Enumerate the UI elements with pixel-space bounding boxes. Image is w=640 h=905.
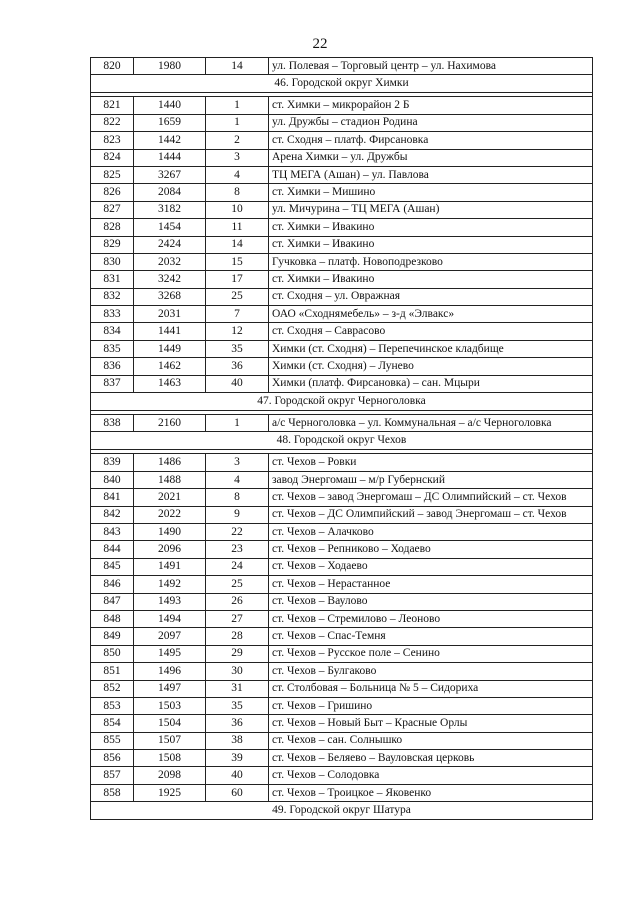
section-title: 46. Городской округ Химки (91, 75, 593, 93)
route-number: 3 (206, 454, 269, 471)
table-row (91, 489, 593, 506)
route-code: 1441 (134, 323, 206, 340)
route-code: 1463 (134, 375, 206, 392)
section-header (91, 75, 593, 93)
route-name: ст. Чехов – ДС Олимпийский – завод Энергомаш – ст. Чехов (269, 506, 593, 523)
route-name: ул. Мичурина – ТЦ МЕГА (Ашан) (269, 201, 593, 218)
route-name: ул. Дружбы – стадион Родина (269, 114, 593, 131)
route-number: 14 (206, 236, 269, 253)
route-code: 1454 (134, 219, 206, 236)
route-number: 10 (206, 201, 269, 218)
table-row (91, 697, 593, 714)
section-header (91, 393, 593, 411)
route-number: 4 (206, 166, 269, 183)
table-row (91, 58, 593, 75)
route-name: ст. Чехов – Булгаково (269, 663, 593, 680)
row-number: 828 (91, 219, 134, 236)
row-number: 826 (91, 184, 134, 201)
table-row (91, 358, 593, 375)
route-code: 1449 (134, 340, 206, 357)
route-name: ст. Химки – Мишино (269, 184, 593, 201)
route-number: 4 (206, 471, 269, 488)
route-name: ТЦ МЕГА (Ашан) – ул. Павлова (269, 166, 593, 183)
row-number: 823 (91, 132, 134, 149)
route-number: 36 (206, 358, 269, 375)
route-code: 1497 (134, 680, 206, 697)
route-number: 1 (206, 415, 269, 432)
table-row (91, 375, 593, 392)
route-number: 40 (206, 375, 269, 392)
route-code: 2022 (134, 506, 206, 523)
route-number: 12 (206, 323, 269, 340)
route-number: 30 (206, 663, 269, 680)
row-number: 848 (91, 610, 134, 627)
route-name: ст. Сходня – Саврасово (269, 323, 593, 340)
row-number: 846 (91, 576, 134, 593)
route-number: 25 (206, 576, 269, 593)
row-number: 836 (91, 358, 134, 375)
route-name: завод Энергомаш – м/р Губернский (269, 471, 593, 488)
route-code: 1659 (134, 114, 206, 131)
route-name: ст. Чехов – Стремилово – Леоново (269, 610, 593, 627)
route-name: ст. Чехов – Ваулово (269, 593, 593, 610)
table-row (91, 523, 593, 540)
route-number: 28 (206, 628, 269, 645)
route-name: ст. Чехов – сан. Солнышко (269, 732, 593, 749)
route-name: ст. Чехов – Новый Быт – Красные Орлы (269, 715, 593, 732)
table-row (91, 558, 593, 575)
route-number: 26 (206, 593, 269, 610)
route-name: ст. Сходня – платф. Фирсановка (269, 132, 593, 149)
route-number: 36 (206, 715, 269, 732)
table-row (91, 767, 593, 784)
table-row (91, 471, 593, 488)
table-row (91, 149, 593, 166)
table-row (91, 454, 593, 471)
route-name: Химки (ст. Сходня) – Лунево (269, 358, 593, 375)
route-number: 40 (206, 767, 269, 784)
table-row (91, 184, 593, 201)
route-number: 24 (206, 558, 269, 575)
row-number: 856 (91, 750, 134, 767)
row-number: 830 (91, 253, 134, 270)
row-number: 854 (91, 715, 134, 732)
route-number: 27 (206, 610, 269, 627)
row-number: 843 (91, 523, 134, 540)
route-code: 1486 (134, 454, 206, 471)
section-header (91, 802, 593, 820)
routes-table (90, 57, 593, 820)
page-number: 22 (312, 36, 328, 52)
route-name: ст. Чехов – Русское поле – Сенино (269, 645, 593, 662)
route-name: ст. Чехов – Репниково – Ходаево (269, 541, 593, 558)
table-row (91, 253, 593, 270)
route-name: ст. Чехов – Нерастанное (269, 576, 593, 593)
route-name: Химки (ст. Сходня) – Перепечинское кладбище (269, 340, 593, 357)
table-row (91, 645, 593, 662)
route-code: 1444 (134, 149, 206, 166)
route-name: ст. Чехов – завод Энергомаш – ДС Олимпийский – ст. Чехов (269, 489, 593, 506)
route-code: 1462 (134, 358, 206, 375)
row-number: 839 (91, 454, 134, 471)
row-number: 833 (91, 306, 134, 323)
row-number: 834 (91, 323, 134, 340)
route-number: 60 (206, 784, 269, 801)
route-code: 1504 (134, 715, 206, 732)
table-row (91, 784, 593, 801)
route-number: 11 (206, 219, 269, 236)
route-code: 1491 (134, 558, 206, 575)
table-row (91, 236, 593, 253)
table-row (91, 610, 593, 627)
table-row (91, 201, 593, 218)
route-number: 29 (206, 645, 269, 662)
route-code: 1492 (134, 576, 206, 593)
route-code: 2031 (134, 306, 206, 323)
row-number: 845 (91, 558, 134, 575)
row-number: 841 (91, 489, 134, 506)
route-name: ст. Чехов – Алачково (269, 523, 593, 540)
route-number: 14 (206, 58, 269, 75)
section-title: 49. Городской округ Шатура (91, 802, 593, 820)
route-name: ст. Химки – микрорайон 2 Б (269, 97, 593, 114)
section-title: 48. Городской округ Чехов (91, 432, 593, 450)
row-number: 849 (91, 628, 134, 645)
table-row (91, 415, 593, 432)
route-name: ОАО «Сходнямебель» – з-д «Элвакс» (269, 306, 593, 323)
route-number: 2 (206, 132, 269, 149)
route-name: ст. Чехов – Солодовка (269, 767, 593, 784)
route-name: Химки (платф. Фирсановка) – сан. Мцыри (269, 375, 593, 392)
route-number: 9 (206, 506, 269, 523)
row-number: 821 (91, 97, 134, 114)
route-code: 2097 (134, 628, 206, 645)
route-code: 1503 (134, 697, 206, 714)
row-number: 842 (91, 506, 134, 523)
route-number: 31 (206, 680, 269, 697)
route-code: 1495 (134, 645, 206, 662)
row-number: 840 (91, 471, 134, 488)
route-number: 8 (206, 184, 269, 201)
route-code: 1507 (134, 732, 206, 749)
table-row (91, 715, 593, 732)
route-number: 15 (206, 253, 269, 270)
table-row (91, 97, 593, 114)
route-code: 1488 (134, 471, 206, 488)
route-number: 39 (206, 750, 269, 767)
route-number: 23 (206, 541, 269, 558)
row-number: 853 (91, 697, 134, 714)
row-number: 831 (91, 271, 134, 288)
route-number: 1 (206, 114, 269, 131)
route-code: 1442 (134, 132, 206, 149)
table-row (91, 680, 593, 697)
route-name: ст. Чехов – Спас-Темня (269, 628, 593, 645)
table-row (91, 166, 593, 183)
table-row (91, 576, 593, 593)
row-number: 851 (91, 663, 134, 680)
route-name: ст. Химки – Ивакино (269, 219, 593, 236)
route-name: ст. Чехов – Троицкое – Яковенко (269, 784, 593, 801)
table-row (91, 340, 593, 357)
route-name: ул. Полевая – Торговый центр – ул. Нахимова (269, 58, 593, 75)
route-name: а/с Черноголовка – ул. Коммунальная – а/с Черноголовка (269, 415, 593, 432)
row-number: 857 (91, 767, 134, 784)
route-code: 1925 (134, 784, 206, 801)
row-number: 825 (91, 166, 134, 183)
row-number: 832 (91, 288, 134, 305)
table-row (91, 750, 593, 767)
route-number: 35 (206, 697, 269, 714)
table-row (91, 323, 593, 340)
route-code: 2032 (134, 253, 206, 270)
route-name: ст. Чехов – Гришино (269, 697, 593, 714)
table-row (91, 628, 593, 645)
route-number: 7 (206, 306, 269, 323)
routes-table-body (91, 58, 593, 820)
route-code: 3267 (134, 166, 206, 183)
table-row (91, 663, 593, 680)
table-row (91, 132, 593, 149)
table-row (91, 288, 593, 305)
route-name: Гучковка – платф. Новоподрезково (269, 253, 593, 270)
row-number: 829 (91, 236, 134, 253)
route-code: 3242 (134, 271, 206, 288)
row-number: 850 (91, 645, 134, 662)
row-number: 844 (91, 541, 134, 558)
table-row (91, 541, 593, 558)
route-code: 1490 (134, 523, 206, 540)
route-code: 3268 (134, 288, 206, 305)
row-number: 847 (91, 593, 134, 610)
table-row (91, 271, 593, 288)
table-row (91, 506, 593, 523)
route-code: 1496 (134, 663, 206, 680)
route-name: ст. Сходня – ул. Овражная (269, 288, 593, 305)
route-name: ст. Столбовая – Больница № 5 – Сидориха (269, 680, 593, 697)
section-title: 47. Городской округ Черноголовка (91, 393, 593, 411)
route-name: ст. Химки – Ивакино (269, 236, 593, 253)
row-number: 852 (91, 680, 134, 697)
route-code: 2424 (134, 236, 206, 253)
row-number: 824 (91, 149, 134, 166)
row-number: 837 (91, 375, 134, 392)
row-number: 855 (91, 732, 134, 749)
route-number: 8 (206, 489, 269, 506)
route-code: 1508 (134, 750, 206, 767)
route-code: 2096 (134, 541, 206, 558)
table-row (91, 306, 593, 323)
route-code: 2098 (134, 767, 206, 784)
route-name: ст. Чехов – Ходаево (269, 558, 593, 575)
route-code: 2021 (134, 489, 206, 506)
route-code: 1440 (134, 97, 206, 114)
row-number: 820 (91, 58, 134, 75)
table-row (91, 114, 593, 131)
section-header (91, 432, 593, 450)
row-number: 858 (91, 784, 134, 801)
route-number: 38 (206, 732, 269, 749)
route-code: 1494 (134, 610, 206, 627)
table-row (91, 593, 593, 610)
route-name: ст. Чехов – Ровки (269, 454, 593, 471)
route-number: 25 (206, 288, 269, 305)
route-code: 1493 (134, 593, 206, 610)
table-row (91, 219, 593, 236)
route-code: 2160 (134, 415, 206, 432)
row-number: 838 (91, 415, 134, 432)
table-row (91, 732, 593, 749)
row-number: 822 (91, 114, 134, 131)
route-code: 1980 (134, 58, 206, 75)
route-name: ст. Чехов – Беляево – Вауловская церковь (269, 750, 593, 767)
route-number: 17 (206, 271, 269, 288)
route-name: Арена Химки – ул. Дружбы (269, 149, 593, 166)
route-code: 3182 (134, 201, 206, 218)
route-number: 22 (206, 523, 269, 540)
route-name: ст. Химки – Ивакино (269, 271, 593, 288)
route-number: 3 (206, 149, 269, 166)
route-number: 35 (206, 340, 269, 357)
row-number: 835 (91, 340, 134, 357)
row-number: 827 (91, 201, 134, 218)
route-code: 2084 (134, 184, 206, 201)
route-number: 1 (206, 97, 269, 114)
